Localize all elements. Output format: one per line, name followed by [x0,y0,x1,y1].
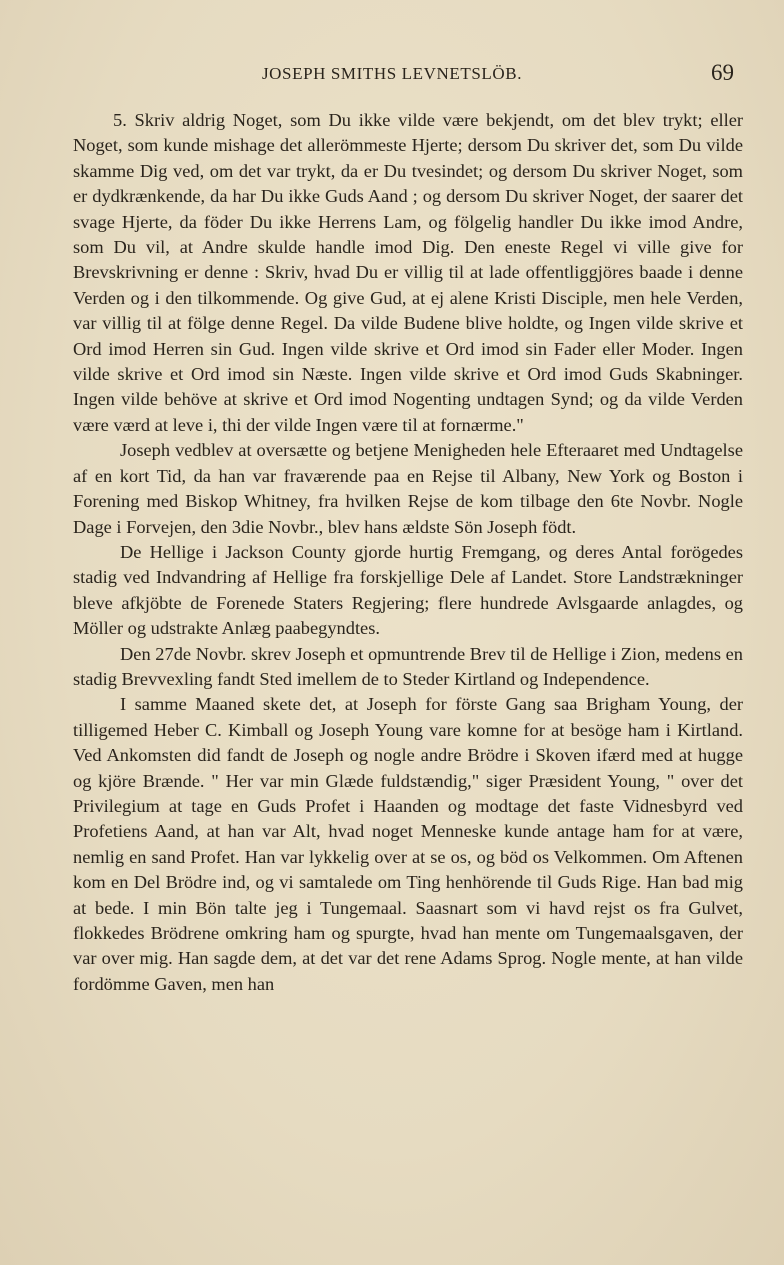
paragraph-letter-rule: 5. Skriv aldrig Noget, som Du ikke vilde være bekjendt, om det blev trykt; eller Noget, som kunde mishage det allerömmeste Hjerte; dersom Du skriver det, som Du vilde skamme Dig ved, om det var trykt, da er Du tvesindet; og dersom Du skriver Noget, som er dydkrænkende, da har Du ikke Guds Aand ; og dersom Du skriver Noget, der saarer det svage Hjerte, da föder Du ikke Herrens Lam, og fölgelig handler Du ikke imod Andre, som Du vil, at Andre skulde handle imod Dig. Den eneste Regel vi ville give for Brevskrivning er denne : Skriv, hvad Du er villig til at lade offentliggjöres baade i denne Verden og i den tilkommende. Og give Gud, at ej alene Kristi Disciple, men hele Verden, var villig til at fölge denne Regel. Da vilde Budene blive holdte, og Ingen vilde skrive et Ord imod Herren sin Gud. Ingen vilde skrive et Ord imod sin Fader eller Moder. Ingen vilde skrive et Ord imod sin Næste. Ingen vilde skrive et Ord imod Guds Skabninger. Ingen vilde behöve at skrive et Ord imod Nogenting undtagen Synd; og da vilde Verden være værd at leve i, thi der vilde Ingen være til at fornærme." [73,110,743,435]
paragraph-autumn-journey: Joseph vedblev at oversætte og betjene Menigheden hele Efteraaret med Undtagelse af en kort Tid, da han var fraværende paa en Rejse til Albany, New York og Boston i Forening med Biskop Whitney, fra hvilken Rejse de kom tilbage den 6te Novbr. Nogle Dage i Forvejen, den 3die Novbr., blev hans ældste Sön Joseph födt. [73,440,743,537]
paragraph-jackson-county: De Hellige i Jackson County gjorde hurtig Fremgang, og deres Antal forögedes stadig ved Indvandring af Hellige fra forskjellige Dele af Landet. Store Landstrækninger bleve afkjöbte de Forenede Staters Regjering; flere hundrede Avlsgaarde anlagdes, og Möller og udstrakte Anlæg paabegyndtes. [73,541,743,639]
page-number: 69 [711,60,734,85]
running-title: JOSEPH SMITHS LEVNETSLÖB. [261,64,523,83]
paragraph-brigham-young: I samme Maaned skete det, at Joseph for förste Gang saa Brigham Young, der tilligemed Heber C. Kimball og Joseph Young vare komne for at besöge ham i Kirtland. Ved Ankomsten did fandt de Joseph og nogle andre Brödre i Skoven ifærd med at hugge og kjöre Brænde. " Her var min Glæde fuldstændig," siger Præsident Young, " over det Privilegium at tage en Guds Profet i Haanden og modtage det faste Vidnesbyrd ved Profetiens Aand, at han var Alt, hvad noget Menneske kunde antage ham for at være, nemlig en sand Profet. Han var lykkelig over at se os, og böd os Velkommen. Om Aftenen kom en Del Brödre ind, og vi samtalede om Ting henhörende til Guds Rige. Han bad mig at bede. I min Bön talte jeg i Tungemaal. Saasnart som vi havd rejst os fra Gulvet, flokkedes Brödrene omkring ham og spurgte, hvad han mente om Tungemaalsgaven, der var over mig. Han sagde dem, at det var det rene Adams Sprog. Nogle mente, at han vilde fordömme Gaven, men han [73,694,743,994]
body-text [73,108,743,997]
page-header [0,58,784,92]
paragraph-letter-to-zion: Den 27de Novbr. skrev Joseph et opmuntrende Brev til de Hellige i Zion, medens en stadig Brevvexling fandt Sted imellem de to Steder Kirtland og Independence. [73,643,743,689]
